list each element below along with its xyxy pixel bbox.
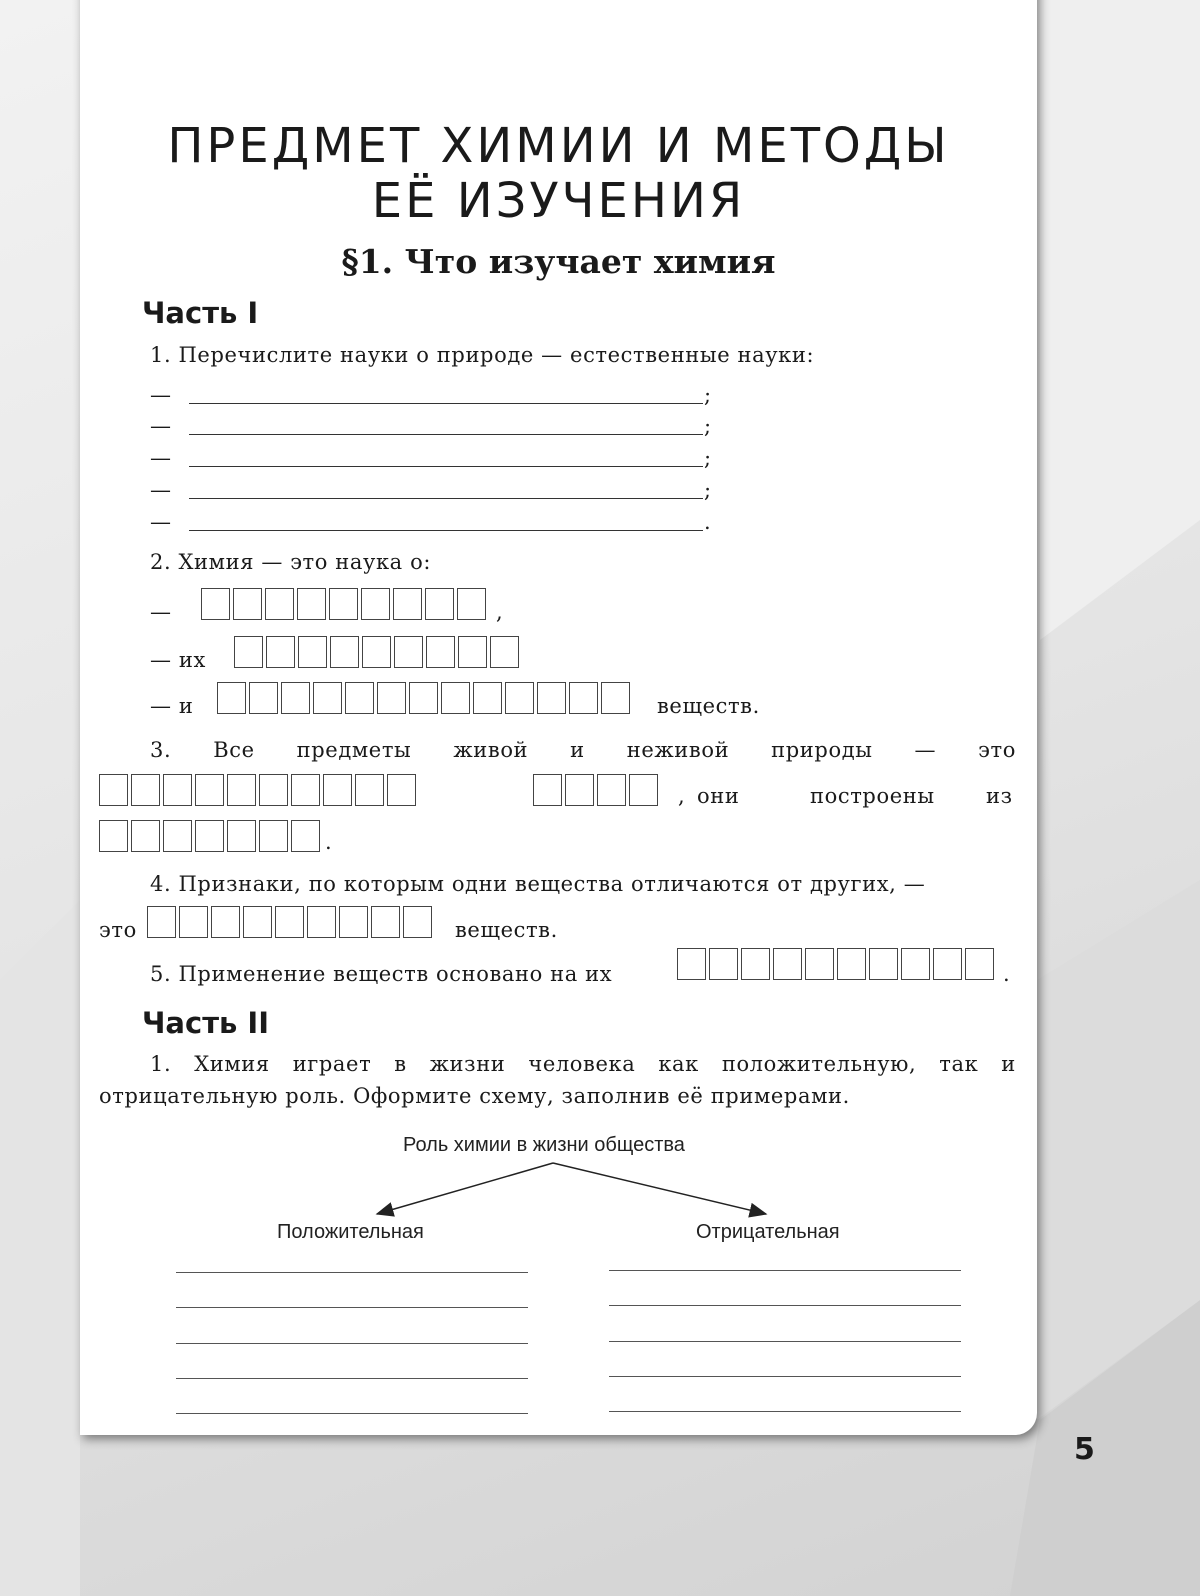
letter-cell[interactable] [298,636,327,668]
letter-cell[interactable] [677,948,706,980]
letter-cell[interactable] [249,682,278,714]
negative-answer-line[interactable] [609,1411,961,1412]
q3-word: и [570,738,585,762]
q2-row1-dash: — [150,600,171,624]
q1-dash: — [150,510,171,534]
q3-word: — [914,738,937,762]
positive-answer-line[interactable] [176,1378,528,1379]
letter-cell[interactable] [323,774,352,806]
q1-answer-line[interactable] [189,403,703,404]
letter-cell[interactable] [869,948,898,980]
q3-cells-b[interactable] [533,774,658,806]
q4-cells[interactable] [147,906,432,938]
q4-prefix: это [99,918,137,942]
letter-cell[interactable] [473,682,502,714]
q3-word: предметы [296,738,412,762]
letter-cell[interactable] [569,682,598,714]
q2-row1-end: , [496,600,504,624]
letter-cell[interactable] [387,774,416,806]
diagram-left-label: Положительная [277,1221,424,1243]
p2-word: играет [292,1052,372,1076]
q3-word: 3. [150,738,172,762]
letter-cell[interactable] [179,906,208,938]
q2-row3-cells[interactable] [217,682,630,714]
letter-cell[interactable] [234,636,263,668]
letter-cell[interactable] [362,636,391,668]
q2-row2-prefix: — их [150,648,206,672]
p2-word: так [939,1052,979,1076]
diagram-right-label: Отрицательная [696,1221,840,1243]
q2-row1-cells[interactable] [201,588,486,620]
q1-line-end: ; [704,478,712,502]
q2-row2-cells[interactable] [234,636,519,668]
p2-word: человека [528,1052,636,1076]
letter-cell[interactable] [441,682,470,714]
letter-cell[interactable] [211,906,240,938]
q1-dash: — [150,478,171,502]
paragraph-title: §1. Что изучает химия [341,242,776,281]
diagram-root-label: Роль химии в жизни общества [403,1134,685,1156]
letter-cell[interactable] [377,682,406,714]
letter-cell[interactable] [409,682,438,714]
part1-heading: Часть I [142,296,259,330]
letter-cell[interactable] [394,636,423,668]
q2-row3-suffix: веществ. [657,694,760,718]
letter-cell[interactable] [163,774,192,806]
q3-word: природы [771,738,873,762]
letter-cell[interactable] [490,636,519,668]
letter-cell[interactable] [426,636,455,668]
letter-cell[interactable] [243,906,272,938]
q5-end: . [1003,962,1011,986]
letter-cell[interactable] [329,588,358,620]
part2-heading: Часть II [142,1006,270,1040]
chapter-title-line1: ПРЕДМЕТ ХИМИИ И МЕТОДЫ [167,118,950,174]
letter-cell[interactable] [537,682,566,714]
letter-cell[interactable] [457,588,486,620]
p2-word: Химия [194,1052,270,1076]
negative-answer-line[interactable] [609,1376,961,1377]
q3-end: . [325,830,333,854]
letter-cell[interactable] [965,948,994,980]
positive-answer-line[interactable] [176,1413,528,1414]
q3-word-postroeny: построены [810,784,935,808]
letter-cell[interactable] [163,820,192,852]
letter-cell[interactable] [131,820,160,852]
letter-cell[interactable] [259,774,288,806]
part2-q1-line2: отрицательную роль. Оформите схему, заполнив её примерами. [99,1084,850,1108]
p2-word: в [394,1052,407,1076]
letter-cell[interactable] [565,774,594,806]
letter-cell[interactable] [147,906,176,938]
q3-word-iz: из [986,784,1013,808]
q2-row3-prefix: — и [150,694,194,718]
p2-word: как [658,1052,699,1076]
letter-cell[interactable] [297,588,326,620]
letter-cell[interactable] [99,774,128,806]
p2-word: и [1001,1052,1016,1076]
letter-cell[interactable] [629,774,658,806]
letter-cell[interactable] [233,588,262,620]
q1-answer-line[interactable] [189,434,703,435]
q1-text: 1. Перечислите науки о природе — естественные науки: [150,343,815,367]
positive-answer-line[interactable] [176,1343,528,1344]
q1-answer-line[interactable] [189,466,703,467]
letter-cell[interactable] [330,636,359,668]
q1-answer-line[interactable] [189,498,703,499]
letter-cell[interactable] [313,682,342,714]
letter-cell[interactable] [601,682,630,714]
negative-answer-line[interactable] [609,1270,961,1271]
q5-cells[interactable] [677,948,994,980]
q2-text: 2. Химия — это наука о: [150,550,431,574]
letter-cell[interactable] [291,774,320,806]
p2-word: положительную, [721,1052,917,1076]
positive-answer-line[interactable] [176,1272,528,1273]
chapter-title-line2: ЕЁ ИЗУЧЕНИЯ [371,173,746,229]
q5-text: 5. Применение веществ основано на их [150,962,613,986]
letter-cell[interactable] [281,682,310,714]
letter-cell[interactable] [773,948,802,980]
q3-word: Все [213,738,255,762]
letter-cell[interactable] [345,682,374,714]
q1-dash: — [150,446,171,470]
q3-line1 [150,738,1016,762]
letter-cell[interactable] [805,948,834,980]
letter-cell[interactable] [201,588,230,620]
letter-cell[interactable] [371,906,400,938]
letter-cell[interactable] [393,588,422,620]
letter-cell[interactable] [307,906,336,938]
letter-cell[interactable] [741,948,770,980]
q3-word: это [978,738,1016,762]
q3-comma: , [678,784,686,808]
letter-cell[interactable] [195,774,224,806]
letter-cell[interactable] [403,906,432,938]
letter-cell[interactable] [265,588,294,620]
negative-answer-line[interactable] [609,1341,961,1342]
negative-answer-line[interactable] [609,1305,961,1306]
letter-cell[interactable] [361,588,390,620]
q1-answer-line[interactable] [189,530,703,531]
letter-cell[interactable] [425,588,454,620]
p2-word: 1. [150,1052,172,1076]
q4-suffix: веществ. [455,918,558,942]
q1-dash: — [150,414,171,438]
q3-cells-c[interactable] [99,820,320,852]
letter-cell[interactable] [131,774,160,806]
q1-line-end: ; [704,446,712,470]
q3-cells-a[interactable] [99,774,416,806]
q4-line1: 4. Признаки, по которым одни вещества отличаются от других, — [150,872,926,896]
letter-cell[interactable] [259,820,288,852]
letter-cell[interactable] [227,774,256,806]
letter-cell[interactable] [355,774,384,806]
letter-cell[interactable] [195,820,224,852]
page-number: 5 [1074,1432,1095,1467]
q3-word: живой [453,738,529,762]
letter-cell[interactable] [933,948,962,980]
letter-cell[interactable] [291,820,320,852]
positive-answer-line[interactable] [176,1307,528,1308]
q3-word-oni: они [697,784,740,808]
letter-cell[interactable] [266,636,295,668]
letter-cell[interactable] [227,820,256,852]
letter-cell[interactable] [458,636,487,668]
letter-cell[interactable] [901,948,930,980]
part2-q1-line1 [150,1052,1016,1076]
q1-dash: — [150,383,171,407]
letter-cell[interactable] [99,820,128,852]
q1-line-end: ; [704,414,712,438]
q3-word: неживой [626,738,730,762]
q1-line-end: . [704,510,711,534]
letter-cell[interactable] [505,682,534,714]
letter-cell[interactable] [837,948,866,980]
q1-line-end: ; [704,383,712,407]
letter-cell[interactable] [217,682,246,714]
p2-word: жизни [429,1052,506,1076]
letter-cell[interactable] [339,906,368,938]
letter-cell[interactable] [597,774,626,806]
letter-cell[interactable] [533,774,562,806]
letter-cell[interactable] [275,906,304,938]
letter-cell[interactable] [709,948,738,980]
